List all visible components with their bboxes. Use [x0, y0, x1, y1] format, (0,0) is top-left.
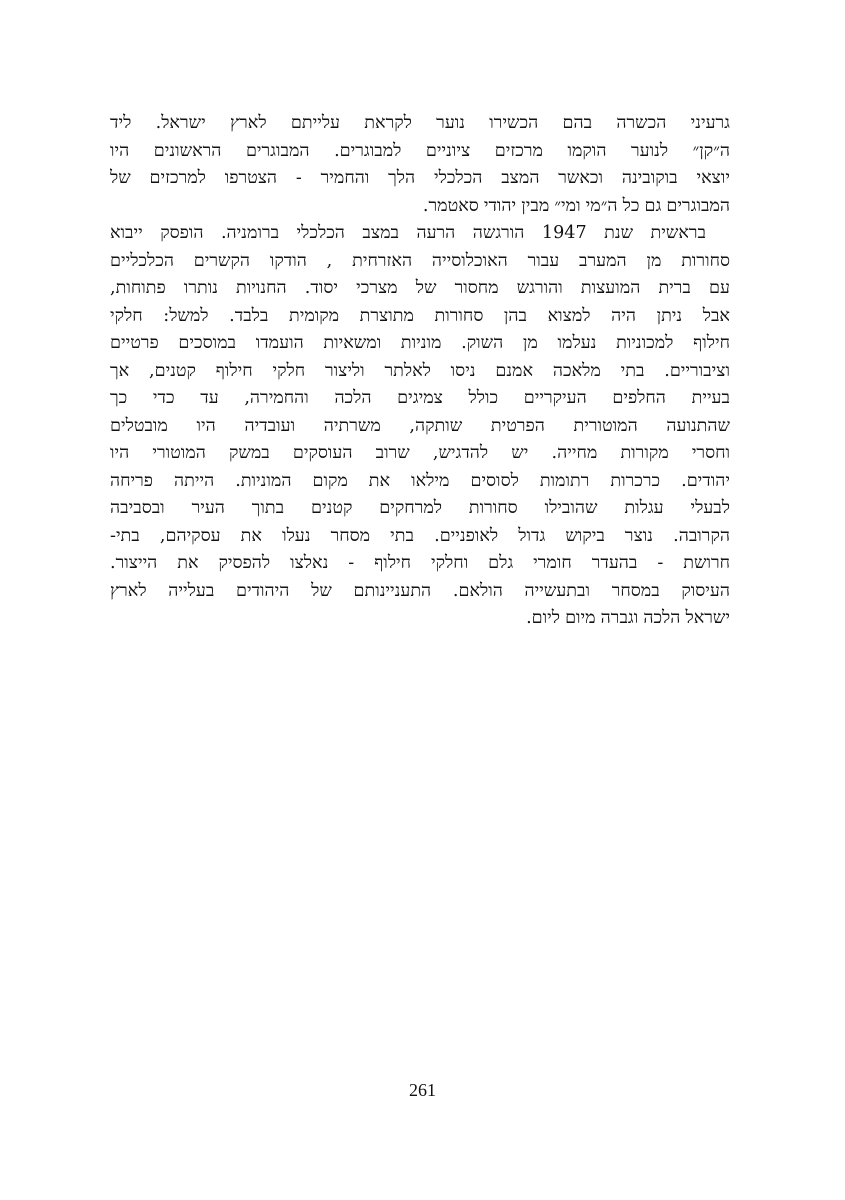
text-line: עם ברית המועצות והורגש מחסור של מצרכי יסוד. החנויות נותרו פתוחות, [110, 278, 730, 298]
text-line: יוצאי בוקובינה וכאשר המצב הכלכלי הלך והחמיר - הצטרפו למרכזים של [110, 168, 730, 188]
text-line: וציבוריים. בתי מלאכה אמנם ניסו לאלתר וליצור חלקי חילוף קטנים, אך [110, 360, 730, 381]
page-number: 261 [409, 1080, 436, 1100]
text-line: בראשית שנת 1947 הורגשה הרעה במצב הכלכלי ברומניה. הופסק ייבוא [110, 223, 706, 243]
text-line: אבל ניתן היה למצוא בהן סחורות מתוצרת מקומית בלבד. למשל: חלקי [110, 305, 730, 326]
text-line: סחורות מן המערב עבור האוכלוסייה האזרחית , הודקו הקשרים הכלכליים [110, 250, 730, 271]
text-line: ה״קן״ לנוער הוקמו מרכזים ציוניים למבוגרים. המבוגרים הראשונים היו [110, 140, 730, 161]
body-text [110, 110, 730, 633]
text-line: לבעלי עגלות שהובילו סחורות למרחקים קטנים בתוך העיר ובסביבה [110, 498, 730, 518]
text-line: גרעיני הכשרה בהם הכשירו נוער לקראת עלייתם לארץ ישראל. ליד [110, 113, 730, 133]
text-line: שהתנועה המוטורית הפרטית שותקה, משרתיה ועובדיה היו מובטלים [110, 415, 730, 436]
text-line: הקרובה. נוצר ביקוש גדול לאופניים. בתי מסחר נעלו את עסקיהם, בתי- [110, 525, 730, 546]
text-line: וחסרי מקורות מחייה. יש להדגיש, שרוב העוסקים במשק המוטורי היו [110, 443, 730, 463]
text-line: המבוגרים גם כל ה״מי ומי״ מבין יהודי סאטמר. [422, 195, 730, 216]
text-line: חרושת - בהעדר חומרי גלם וחלקי חילוף - נאלצו להפסיק את הייצור. [110, 553, 730, 573]
text-line: יהודים. כרכרות רתומות לסוסים מילאו את מקום המוניות. הייתה פריחה [110, 470, 730, 491]
text-line: בעיית החלפים העיקריים כולל צמיגים הלכה והחמירה, עד כדי כך [110, 388, 730, 408]
text-line: ישראל הלכה וגברה מיום ליום. [526, 608, 730, 628]
text-line: חילוף למכוניות נעלמו מן השוק. מוניות ומשאיות הועמדו במוסכים פרטיים [110, 333, 730, 353]
text-line: העיסוק במסחר ובתעשייה הולאם. התעניינותם של היהודים בעלייה לארץ [110, 580, 730, 601]
